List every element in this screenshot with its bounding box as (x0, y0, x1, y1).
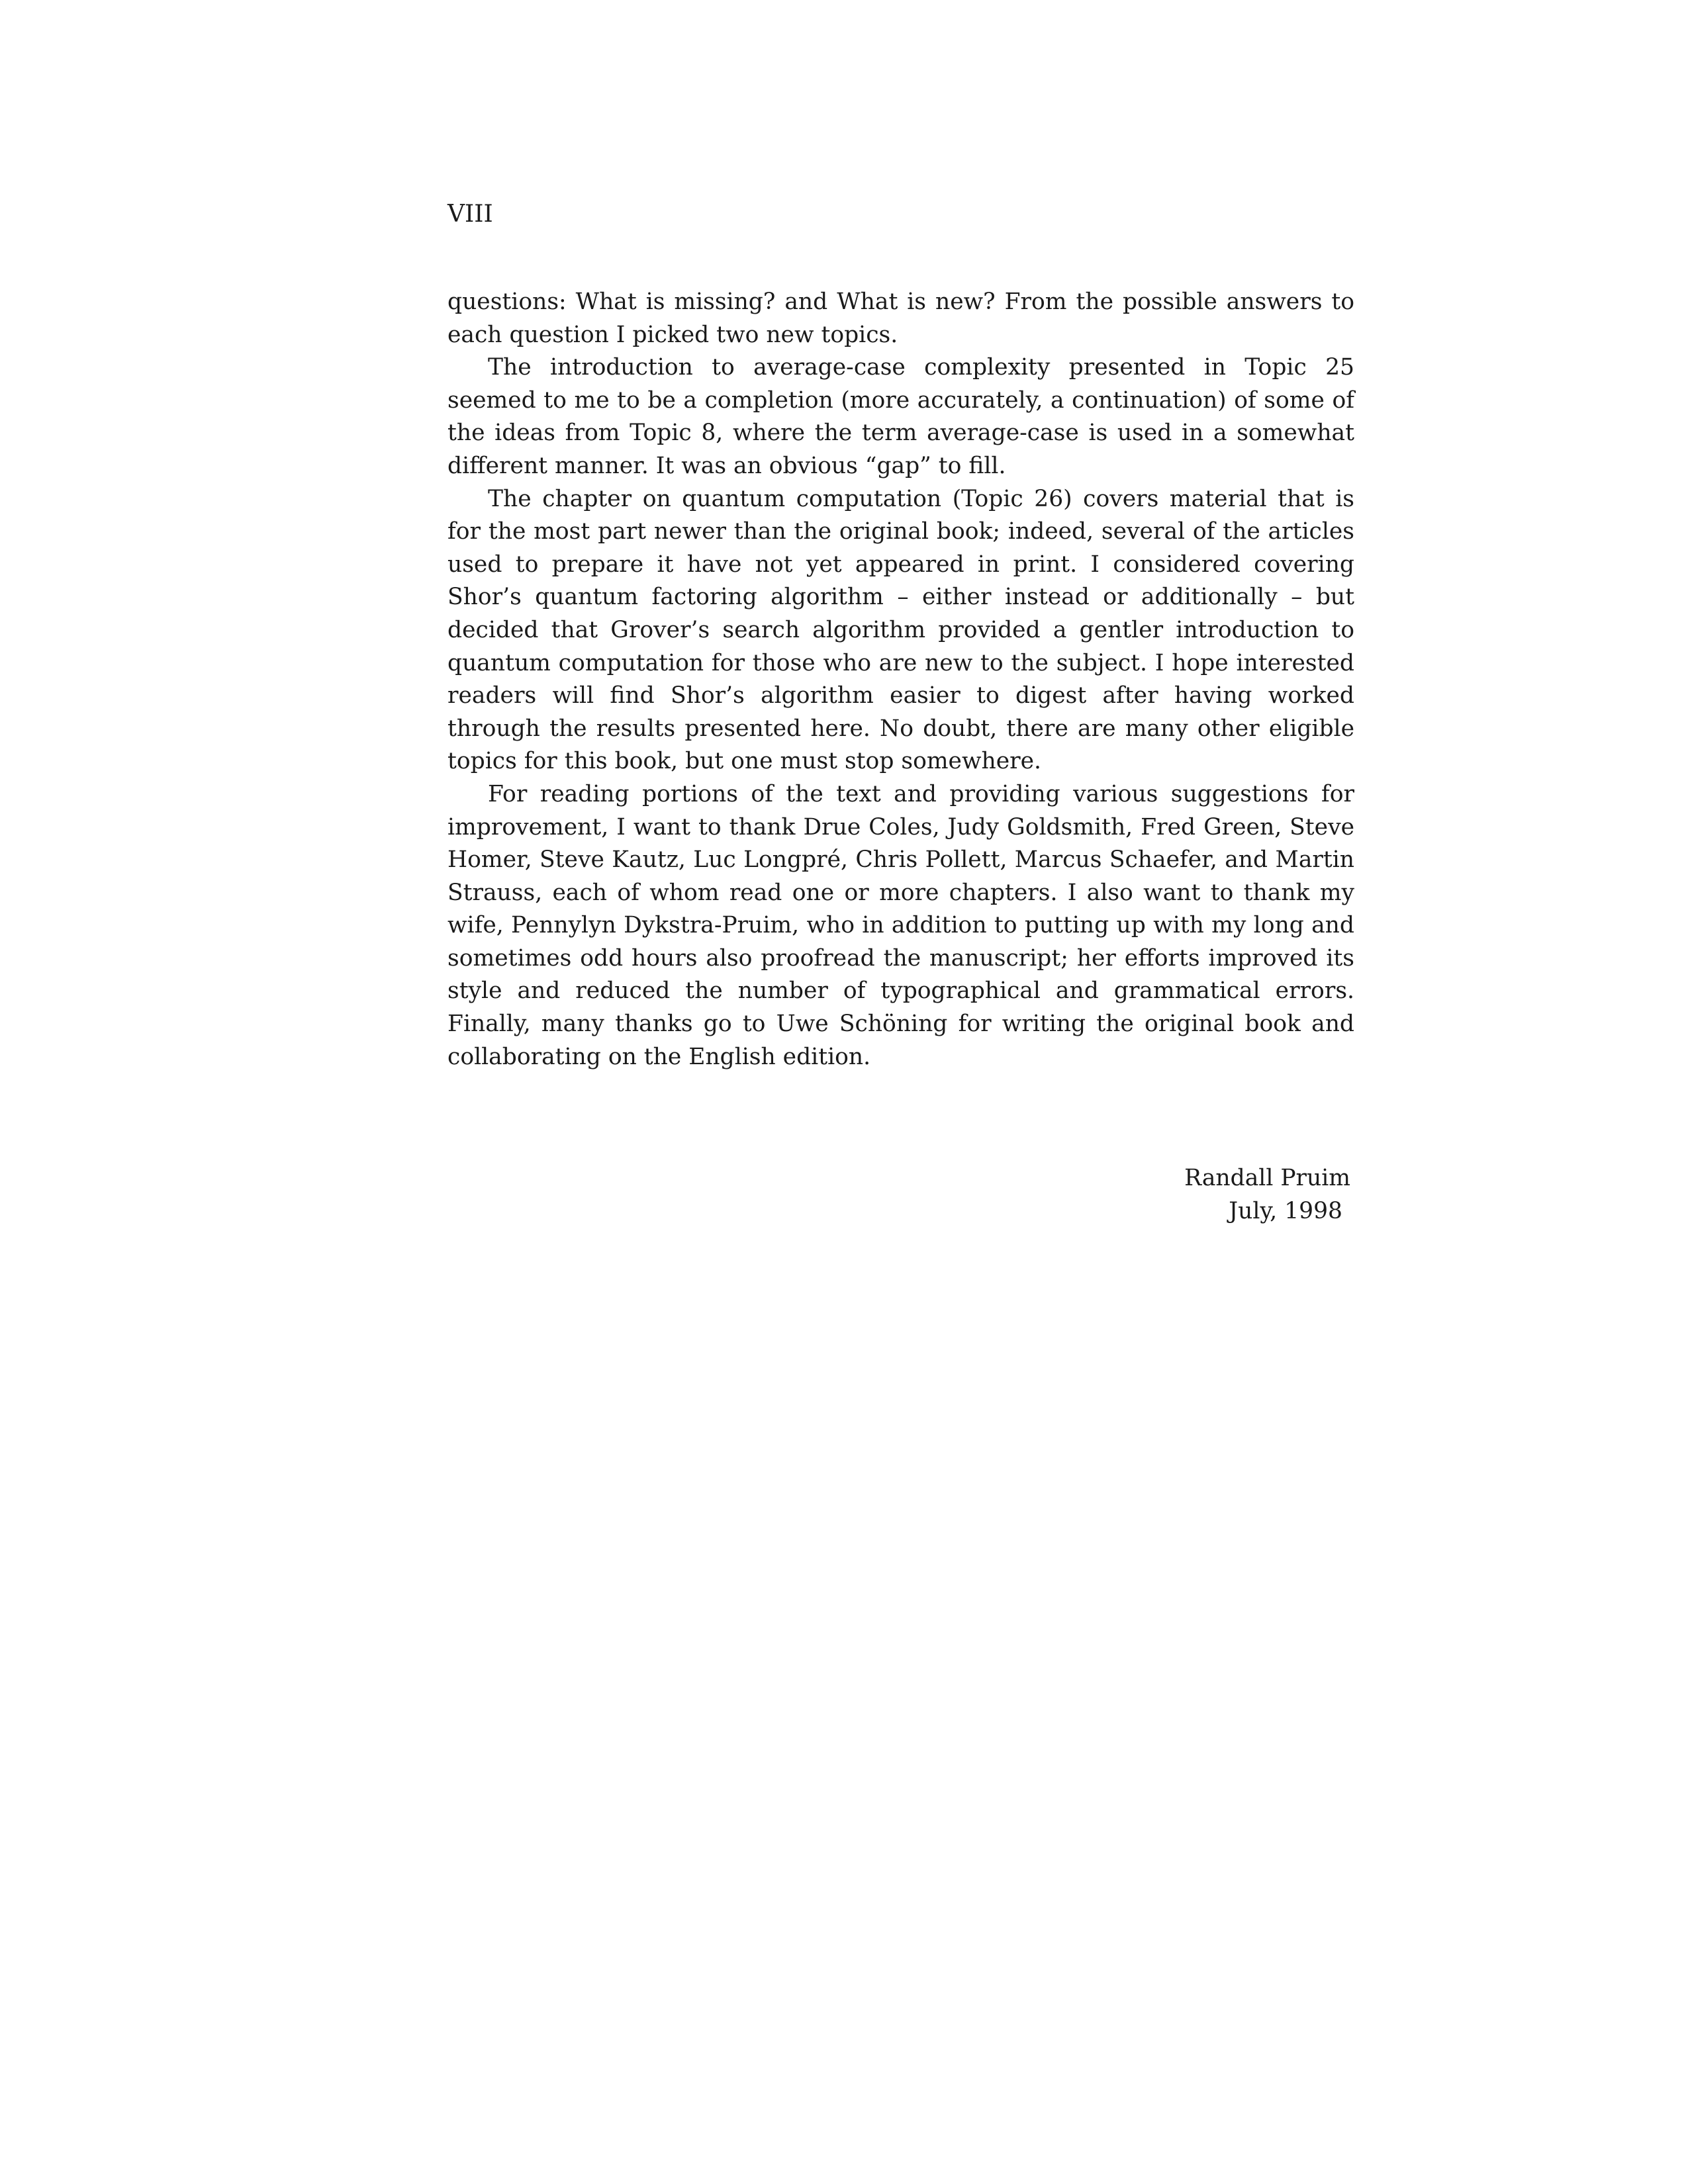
signature-block (1184, 1162, 1350, 1228)
paragraph-quantum-computation: The chapter on quantum computation (Topic 26) covers material that is for the most part newer than the original book; indeed, several of the articles used to prepare it have not yet appeared in print. I considered covering Shor’s quantum factoring algorithm – either instead or additionally – but decided that Grover’s search algorithm provided a gentler introduction to quantum computation for those who are new to the subject. I hope interested readers will find Shor’s algorithm easier to digest after having worked through the results presented here. No doubt, there are many other eligible topics for this book, but one must stop somewhere. (447, 485, 1354, 775)
paragraph-acknowledgements: For reading portions of the text and providing various suggestions for improvement, I want to thank Drue Coles, Judy Goldsmith, Fred Green, Steve Homer, Steve Kautz, Luc Longpré, Chris Pollett, Marcus Schaefer, and Martin Strauss, each of whom read one or more chapters. I also want to thank my wife, Pennylyn Dykstra-Pruim, who in addition to putting up with my long and sometimes odd hours also proofread the manuscript; her efforts improved its style and reduced the number of typographical and grammatical errors. Finally, many thanks go to Uwe Schöning for writing the original book and collaborating on the English edition. (447, 780, 1354, 1070)
signature-date: July, 1998 (1229, 1197, 1342, 1224)
preface-body (447, 286, 1354, 1073)
paragraph-continuation: questions: What is missing? and What is new? From the possible answers to each question I picked two new topics. (447, 289, 1354, 348)
page-number: VIII (447, 201, 493, 228)
author-name: Randall Pruim (1184, 1165, 1350, 1191)
paragraph-average-case: The introduction to average-case complexity presented in Topic 25 seemed to me to be a completion (more accurately, a continuation) of some of the ideas from Topic 8, where the term average-case is used in a somewhat different manner. It was an obvious “gap” to fill. (447, 354, 1354, 479)
